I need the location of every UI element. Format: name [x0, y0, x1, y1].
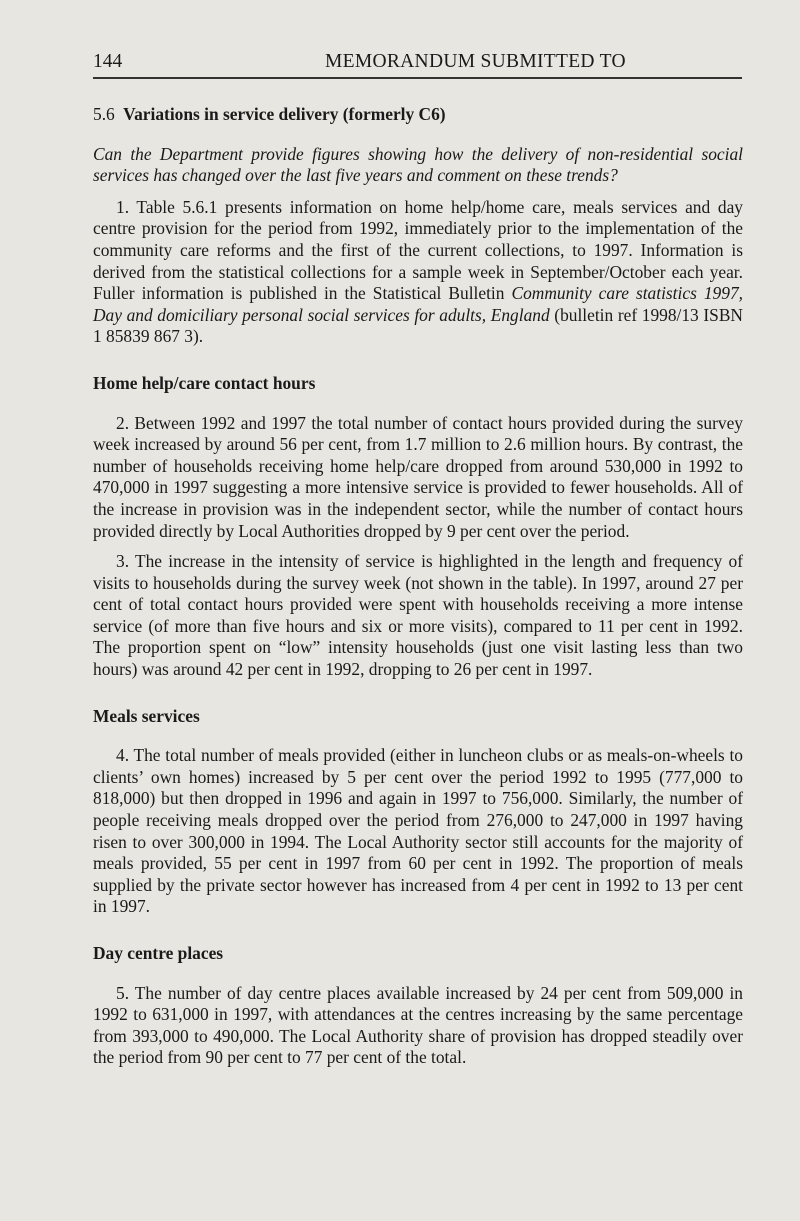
paragraph-5: 5. The number of day centre places available increased by 24 per cent from 509,000 in 1992 to 631,000 in 1997, with attendances at the centres increasing by the same percentage from 393,000 to 490,000. The Local Authority share of provision has dropped steadily over the period from 90 per cent to 77 per cent of the total.: [93, 982, 743, 1068]
page-body: [93, 104, 743, 1079]
paragraph-2: 2. Between 1992 and 1997 the total number of contact hours provided during the survey week increased by around 56 per cent, from 1.7 million to 2.6 million hours. By contrast, the number of households receiving home help/care dropped from around 530,000 in 1992 to 470,000 in 1997 suggesting a more intensive service is provided to fewer households. All of the increase in provision was in the independent sector, while the number of contact hours provided directly by Local Authorities dropped by 9 per cent over the period.: [93, 412, 743, 541]
paragraph-1-text-b: (bulletin ref 1998/13 ISBN 1 85839 867 3).: [93, 304, 743, 347]
heading-day-centre: Day centre places: [93, 943, 224, 963]
heading-meals: Meals services: [93, 705, 200, 726]
header-rule: [93, 77, 742, 79]
page-number: 144: [93, 51, 123, 72]
paragraph-1: [93, 197, 743, 348]
running-title: MEMORANDUM SUBMITTED TO: [325, 51, 626, 72]
section-heading: [93, 104, 743, 126]
paragraph-4: 4. The total number of meals provided (either in luncheon clubs or as meals-on-wheels to clients’ own homes) increased by 5 per cent over the period 1992 to 1995 (777,000 to 818,000) but then dropped in 1996 and again in 1997 to 756,000. Similarly, the number of people receiving meals dropped over the period from 276,000 to 247,000 in 1997 having risen to over 300,000 in 1994. The Local Authority sector still accounts for the majority of meals provided, 55 per cent in 1997 from 60 per cent in 1992. The proportion of meals supplied by the private sector however has increased from 4 per cent in 1992 to 13 per cent in 1997.: [93, 745, 743, 917]
section-number: 5.6: [93, 104, 115, 124]
paragraph-1-text-a: 1. Table 5.6.1 presents information on home help/home care, meals services and day centre provision for the period from 1992, immediately prior to the implementation of the community care reforms and the first of the current collections, to 1997. Information is derived from the statistical collections for a sample week in September/October each year. Fuller information is published in the Statistical Bulletin: [93, 196, 743, 304]
bulletin-title: Community care statistics 1997, Day and domiciliary personal social services for adults, England: [93, 283, 743, 325]
paragraph-3: 3. The increase in the intensity of service is highlighted in the length and frequency of visits to households during the survey week (not shown in the table). In 1997, around 27 per cent of total contact hours provided were spent with households receiving a more intense service (of more than five hours and six or more visits), compared to 11 per cent in 1992. The proportion spent on “low” intensity households (just one visit lasting less than two hours) was around 42 per cent in 1992, dropping to 26 per cent in 1997.: [93, 551, 743, 680]
question-text: Can the Department provide figures showing how the delivery of non-residential social services has changed over the last five years and comment on these trends?: [93, 143, 743, 186]
section-title: Variations in service delivery (formerly C6): [123, 104, 446, 124]
heading-home-help: Home help/care contact hours: [93, 372, 316, 393]
